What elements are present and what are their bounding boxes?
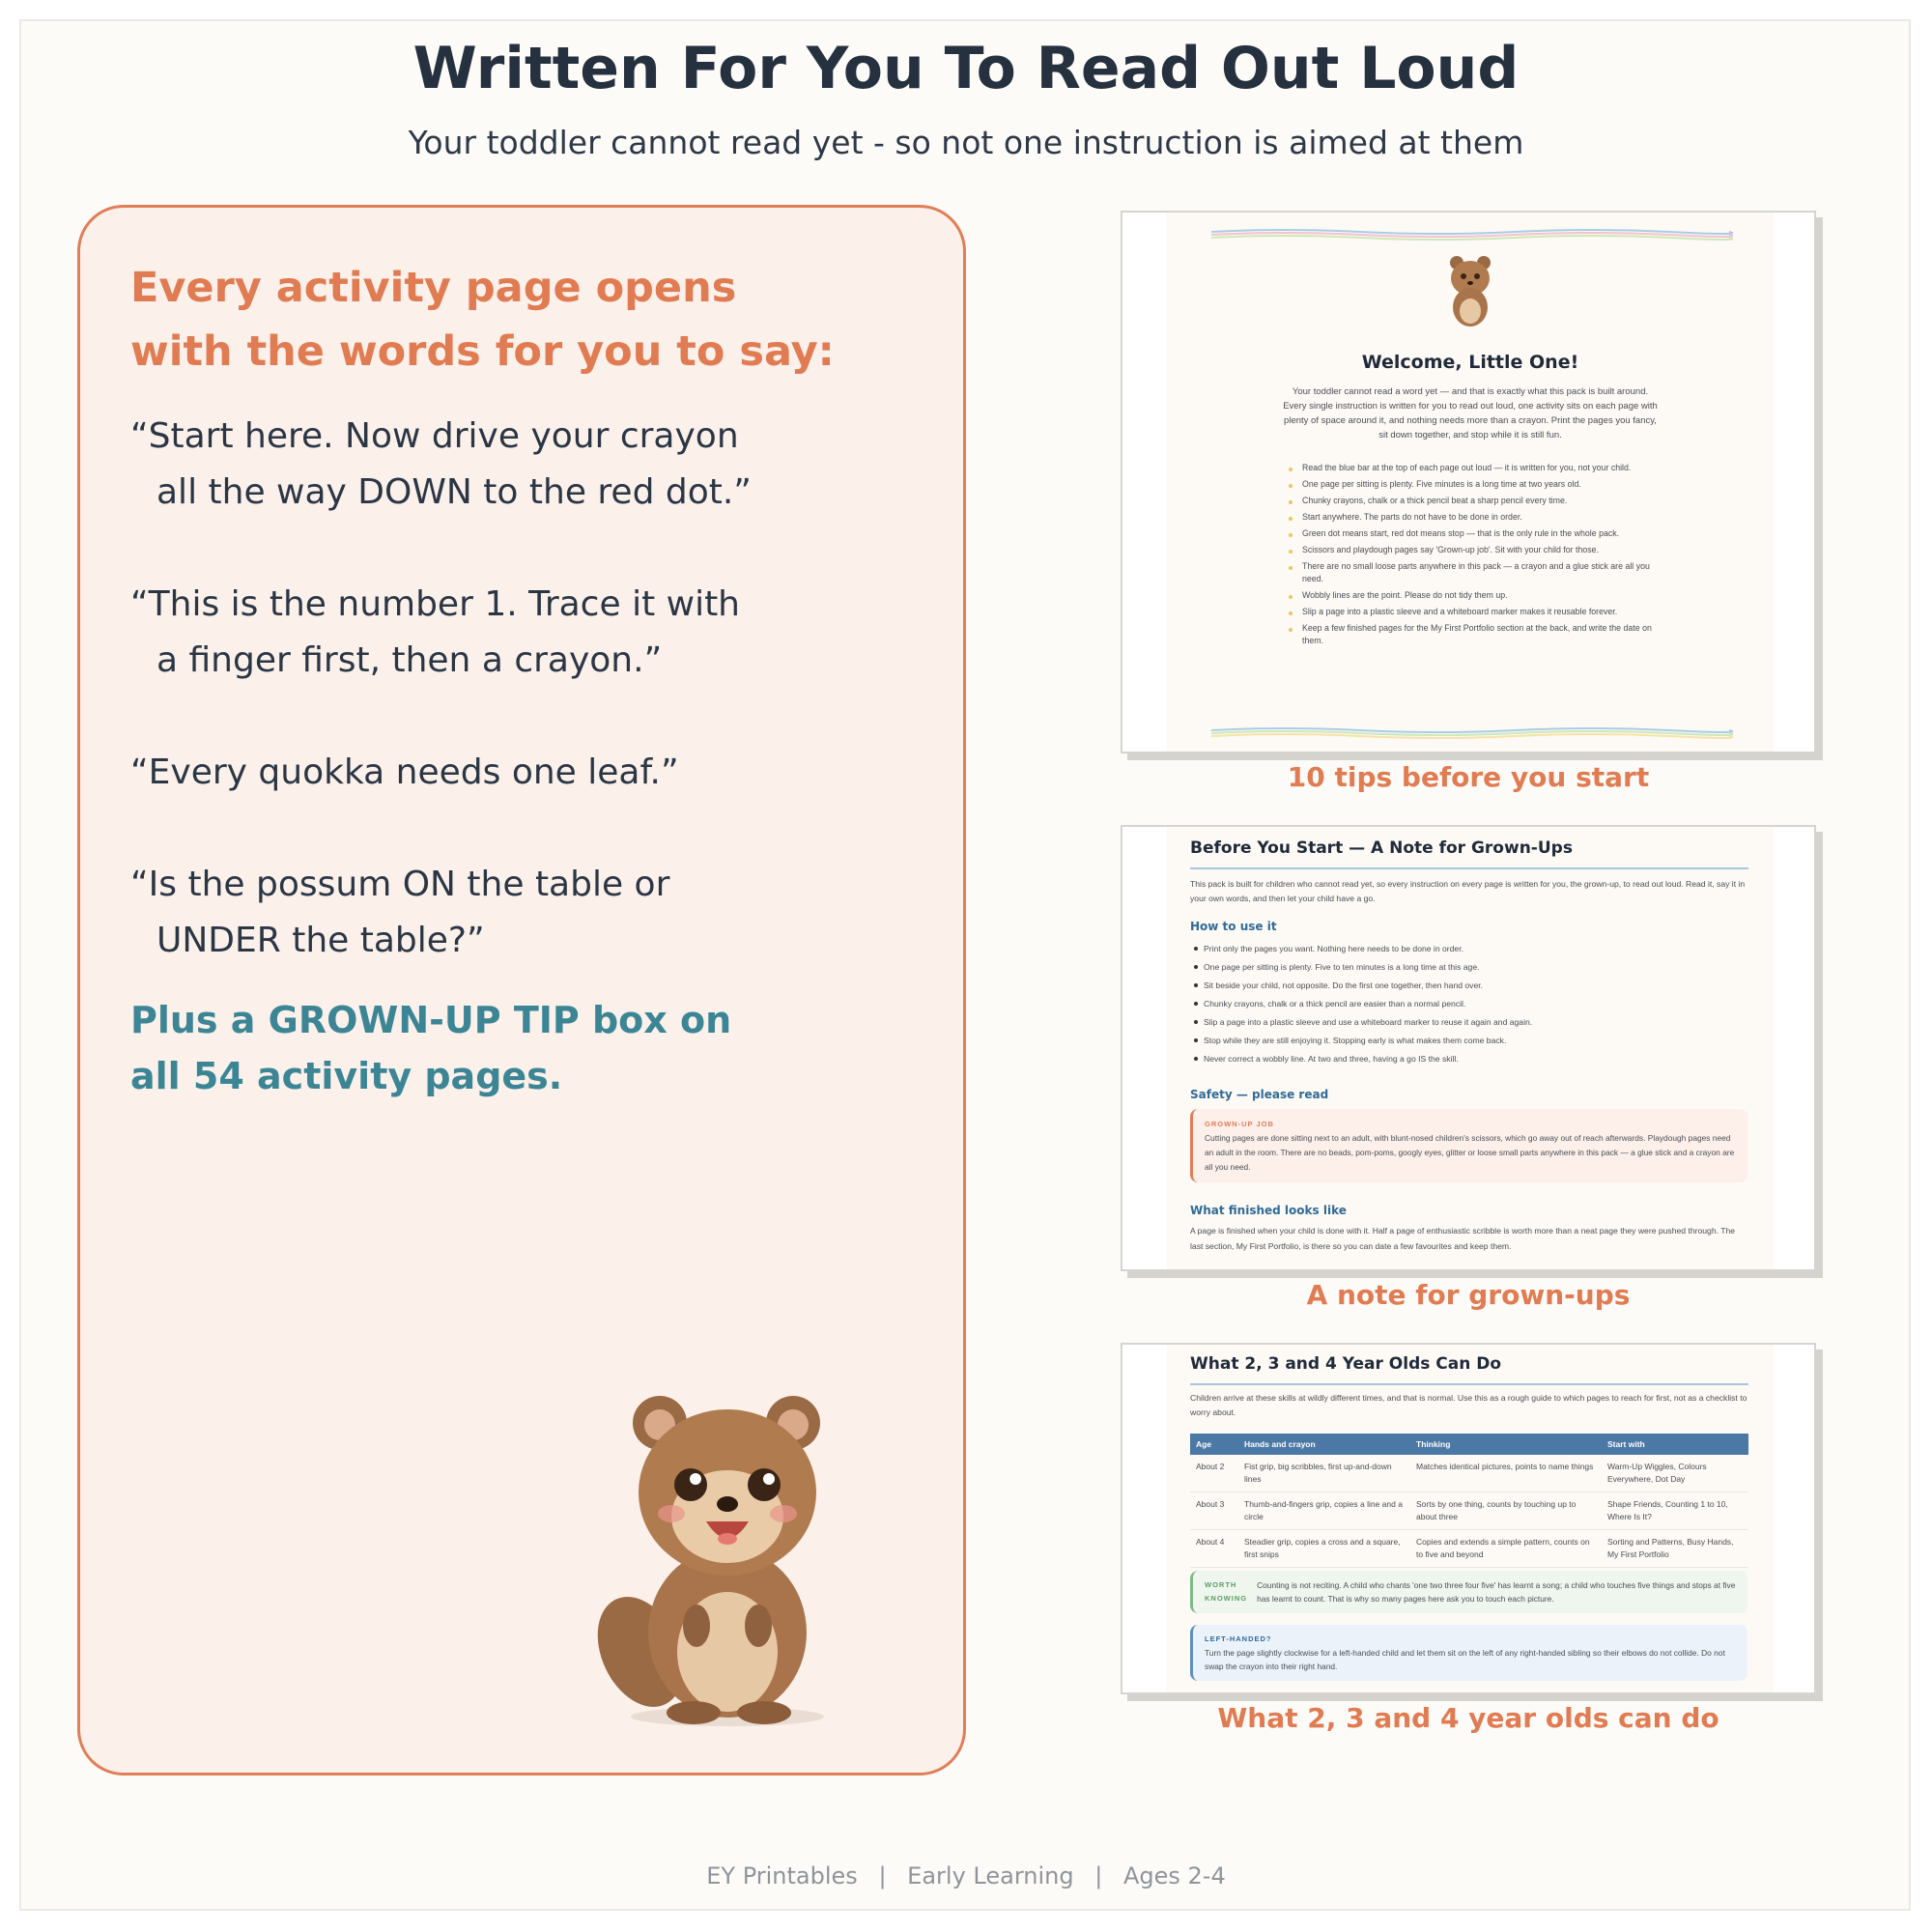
list-item: Sit beside your child, not opposite. Do the first one together, then hand over. xyxy=(1190,978,1748,993)
list-item: Chunky crayons, chalk or a thick pencil beat a sharp pencil every time. xyxy=(1283,495,1658,507)
table-cell: About 2 xyxy=(1190,1455,1238,1492)
quote-2 xyxy=(130,577,923,689)
footer xyxy=(0,1862,1932,1889)
quote-3 xyxy=(130,745,923,801)
table-row xyxy=(1190,1492,1748,1530)
worth-knowing-text: Counting is not reciting. A child who chants 'one two three four five' has learnt a song; a child who touches five things and stops at five has learnt to count. That is why so many pages here ask you to touch each picture. xyxy=(1257,1580,1736,1604)
quote-2-line2: a finger first, then a crayon.” xyxy=(156,640,663,680)
finished-heading: What finished looks like xyxy=(1190,1204,1347,1217)
table-cell: Thumb-and-fingers grip, copies a line and a circle xyxy=(1238,1492,1410,1530)
left-handed-text: Turn the page slightly clockwise for a left-handed child and let them sit on the left of any right-handed sibling so their elbows do not collide. Do not swap the crayon into their right hand. xyxy=(1205,1648,1725,1671)
list-item: Never correct a wobbly line. At two and three, having a go IS the skill. xyxy=(1190,1051,1748,1066)
table-header: Hands and crayon xyxy=(1238,1434,1410,1455)
caption-welcome: 10 tips before you start xyxy=(1287,761,1650,793)
wavy-line-divider xyxy=(1167,226,1774,242)
how-to-use-list xyxy=(1190,941,1748,1069)
age-skills-intro: Children arrive at these skills at wildly different times, and that is normal. Use this as a rough guide to which pages to reach for first, not as a checklist to worry about. xyxy=(1190,1393,1747,1417)
quote-1-line1: “Start here. Now drive your crayon xyxy=(130,416,739,456)
heading-rule xyxy=(1190,867,1748,869)
grown-up-job-label: GROWN-UP JOB xyxy=(1205,1120,1274,1128)
table-header: Age xyxy=(1190,1434,1238,1455)
age-skills-table xyxy=(1190,1434,1748,1568)
table-row xyxy=(1190,1530,1748,1568)
list-item: Stop while they are still enjoying it. Stopping early is what makes them come back. xyxy=(1190,1033,1748,1048)
grown-up-tip-note xyxy=(130,992,923,1104)
footer-brand: EY Printables xyxy=(706,1862,858,1889)
list-item: Read the blue bar at the top of each page out loud — it is written for you, not your child. xyxy=(1283,462,1658,474)
table-cell: Sorts by one thing, counts by touching up to about three xyxy=(1410,1492,1602,1530)
worth-label-line1: WORTH xyxy=(1205,1580,1237,1589)
quote-1-line2: all the way DOWN to the red dot.” xyxy=(156,472,752,512)
heading-rule xyxy=(1190,1383,1748,1385)
list-item: Green dot means start, red dot means stop — that is the only rule in the whole pack. xyxy=(1283,527,1658,540)
list-item: One page per sitting is plenty. Five to ten minutes is a long time at this age. xyxy=(1190,959,1748,975)
grown-ups-intro: This pack is built for children who cannot read yet, so every instruction on every page is written for you, the grown-up, to read out loud. Read it, say it in your own words, and then let your child have a go. xyxy=(1190,879,1746,903)
tip-line1: Plus a GROWN-UP TIP box on xyxy=(130,999,732,1041)
list-item: Scissors and playdough pages say 'Grown-up job'. Sit with your child for those. xyxy=(1283,544,1658,556)
welcome-intro: Your toddler cannot read a word yet — and that is exactly what this pack is built around. Every single instruction is written for you to read out loud, one activity sits on each page with plenty of space around it, and nothing needs more than a crayon. Print the pages you fancy, sit down together, and stop while it is still fun. xyxy=(1283,386,1658,440)
footer-separator: | xyxy=(878,1862,887,1889)
tip-line2: all 54 activity pages. xyxy=(130,1055,563,1097)
quokka-mascot-illustration xyxy=(582,1377,853,1734)
table-header: Thinking xyxy=(1410,1434,1602,1455)
how-to-use-heading: How to use it xyxy=(1190,920,1277,933)
list-item: Wobbly lines are the point. Please do not tidy them up. xyxy=(1283,589,1658,602)
table-cell: Warm-Up Wiggles, Colours Everywhere, Dot Day xyxy=(1602,1455,1748,1492)
finished-text: A page is finished when your child is done with it. Half a page of enthusiastic scribble is worth more than a neat page they were pushed through. The last section, My First Portfolio, is there so you can date a few favourites and keep them. xyxy=(1190,1226,1736,1251)
quote-4-line1: “Is the possum ON the table or xyxy=(130,865,670,904)
age-skills-heading: What 2, 3 and 4 Year Olds Can Do xyxy=(1190,1354,1502,1374)
card-heading xyxy=(130,256,923,384)
caption-grown-ups: A note for grown-ups xyxy=(1306,1279,1631,1311)
worth-label-line2: KNOWING xyxy=(1205,1594,1248,1603)
welcome-heading: Welcome, Little One! xyxy=(1361,352,1579,373)
worth-knowing-label xyxy=(1205,1578,1247,1605)
table-cell: About 4 xyxy=(1190,1530,1238,1568)
welcome-sheet xyxy=(1167,213,1774,752)
page-title: Written For You To Read Out Loud xyxy=(412,35,1520,102)
table-cell: About 3 xyxy=(1190,1492,1238,1530)
list-item: Chunky crayons, chalk or a thick pencil are easier than a normal pencil. xyxy=(1190,996,1748,1011)
list-item: Print only the pages you want. Nothing here needs to be done in order. xyxy=(1190,941,1748,956)
footer-ages: Ages 2-4 xyxy=(1122,1862,1226,1889)
table-cell: Fist grip, big scribbles, first up-and-down lines xyxy=(1238,1455,1410,1492)
footer-category: Early Learning xyxy=(907,1862,1074,1889)
page-subtitle: Your toddler cannot read yet - so not one instruction is aimed at them xyxy=(408,124,1524,161)
list-item: One page per sitting is plenty. Five minutes is a long time at two years old. xyxy=(1283,478,1658,491)
wavy-line-divider xyxy=(1167,724,1774,740)
quote-2-line1: “This is the number 1. Trace it with xyxy=(130,584,741,624)
read-aloud-card xyxy=(77,205,966,1776)
age-skills-page-thumbnail xyxy=(1121,1343,1816,1694)
small-quokka-icon xyxy=(1443,253,1497,328)
list-item: Slip a page into a plastic sleeve and use a whiteboard marker to reuse it again and again. xyxy=(1190,1014,1748,1030)
left-handed-box xyxy=(1190,1625,1747,1681)
table-cell: Copies and extends a simple pattern, counts on to five and beyond xyxy=(1410,1530,1602,1568)
quote-4 xyxy=(130,857,923,969)
safety-heading: Safety — please read xyxy=(1190,1088,1329,1101)
list-item: Start anywhere. The parts do not have to be done in order. xyxy=(1283,511,1658,524)
caption-age-skills: What 2, 3 and 4 year olds can do xyxy=(1217,1702,1719,1734)
grown-up-job-text: Cutting pages are done sitting next to an adult, with blunt-nosed children's scissors, which go away out of reach afterwards. Playdough pages need an adult in the room. There are no beads, pom-poms, googly eyes, glitter or loose small parts anywhere in this pack — a glue stick and a crayon are all you need. xyxy=(1205,1133,1735,1172)
left-handed-label: LEFT-HANDED? xyxy=(1205,1634,1272,1643)
grown-up-job-box xyxy=(1190,1109,1747,1182)
table-cell: Shape Friends, Counting 1 to 10, Where Is It? xyxy=(1602,1492,1748,1530)
grown-ups-page-thumbnail xyxy=(1121,825,1816,1271)
table-row xyxy=(1190,1455,1748,1492)
grown-ups-heading: Before You Start — A Note for Grown-Ups xyxy=(1190,838,1573,858)
table-header: Start with xyxy=(1602,1434,1748,1455)
card-heading-line1: Every activity page opens xyxy=(130,264,737,312)
age-skills-sheet xyxy=(1167,1345,1774,1692)
welcome-tips-list xyxy=(1283,462,1658,651)
list-item: Keep a few finished pages for the My First Portfolio section at the back, and write the date on them. xyxy=(1283,622,1658,647)
worth-knowing-box xyxy=(1190,1571,1747,1613)
list-item: Slip a page into a plastic sleeve and a whiteboard marker makes it reusable forever. xyxy=(1283,606,1658,618)
table-header-row xyxy=(1190,1434,1748,1455)
grown-ups-sheet xyxy=(1167,827,1774,1269)
quote-1 xyxy=(130,409,923,521)
quote-4-line2: UNDER the table?” xyxy=(156,921,485,960)
welcome-page-thumbnail xyxy=(1121,211,1816,753)
table-cell: Steadier grip, copies a cross and a square, first snips xyxy=(1238,1530,1410,1568)
list-item: There are no small loose parts anywhere in this pack — a crayon and a glue stick are all you need. xyxy=(1283,560,1658,585)
quote-3-line1: “Every quokka needs one leaf.” xyxy=(130,753,679,792)
table-cell: Sorting and Patterns, Busy Hands, My First Portfolio xyxy=(1602,1530,1748,1568)
footer-separator: | xyxy=(1094,1862,1103,1889)
table-cell: Matches identical pictures, points to name things xyxy=(1410,1455,1602,1492)
card-heading-line2: with the words for you to say: xyxy=(130,327,835,376)
